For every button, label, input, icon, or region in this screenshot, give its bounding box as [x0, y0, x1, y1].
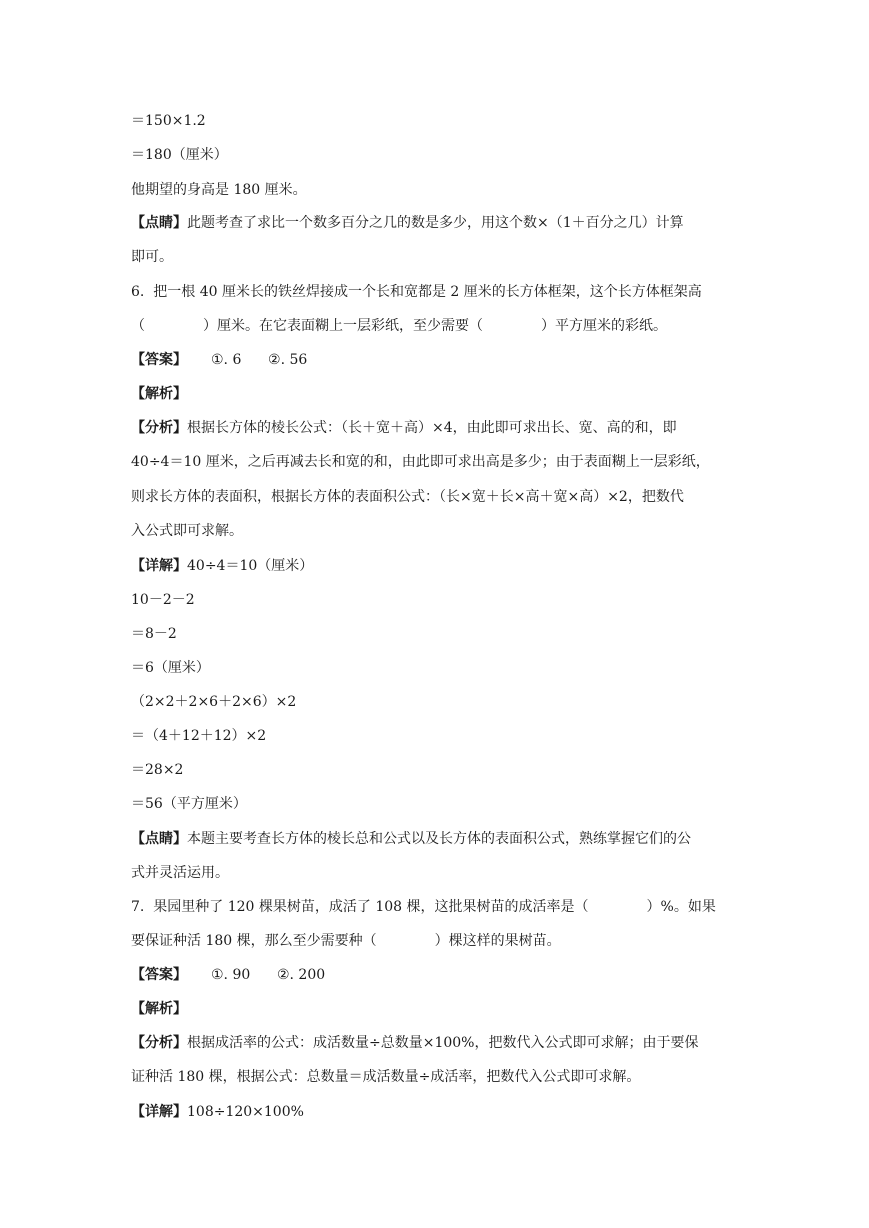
calc-line: ＝56（平方厘米）: [131, 796, 247, 812]
analysis-7-line2: 证种活 180 棵，根据公式：总数量＝成活数量÷成活率，把数代入公式即可求解。: [131, 1069, 641, 1085]
dianjing-text: 此题考查了求比一个数多百分之几的数是多少，用这个数×（1＋百分之几）计算: [187, 215, 684, 231]
detail-text: 108÷120×100%: [187, 1104, 304, 1120]
q7-text-end: ）%。如果: [646, 899, 716, 915]
analysis-6-line1: [131, 418, 677, 438]
jiexi-tag: 【解析】: [131, 386, 187, 402]
calc-line: （2×2＋2×6＋2×6）×2: [131, 694, 297, 710]
question-6-line1: 6. 把一根 40 厘米长的铁丝焊接成一个长和宽都是 2 厘米的长方体框架，这个长方体框架高: [131, 284, 702, 300]
calc-line: ＝6（厘米）: [131, 660, 210, 676]
detail-tag: 【详解】: [131, 1104, 187, 1120]
detail-6-line1: [131, 556, 313, 576]
question-6-line2: [131, 316, 667, 336]
analysis-6-line2: 40÷4＝10 厘米，之后再减去长和宽的和，由此即可求出高是多少；由于表面糊上一层彩纸，: [131, 454, 710, 470]
answer-value: ①. 90 ②. 200: [211, 967, 326, 983]
dianjing-6-line2: 式并灵活运用。: [131, 865, 229, 881]
dianjing-tag: 【点睛】: [131, 831, 187, 847]
detail-tag: 【详解】: [131, 558, 187, 574]
detail-text: 40÷4＝10（厘米）: [187, 558, 314, 574]
calc-line: ＝8－2: [131, 626, 177, 642]
jiexi-tag: 【解析】: [131, 1001, 187, 1017]
answer-tag: 【答案】: [131, 967, 187, 983]
analysis-tag: 【分析】: [131, 1035, 187, 1051]
analysis-text: 根据成活率的公式：成活数量÷总数量×100%，把数代入公式即可求解；由于要保: [187, 1035, 699, 1051]
calc-line: ＝28×2: [131, 762, 184, 778]
analysis-tag: 【分析】: [131, 420, 187, 436]
dianjing-text-cont: 即可。: [131, 249, 173, 265]
analysis-text: 根据长方体的棱长公式：（长＋宽＋高）×4，由此即可求出长、宽、高的和，即: [187, 420, 677, 436]
question-7-line2: [131, 931, 561, 951]
q6-end: ）平方厘米的彩纸。: [541, 318, 667, 334]
q7-text: 要保证种活 180 棵，那么至少需要种（: [131, 933, 377, 949]
q7-text-end: ）棵这样的果树苗。: [434, 933, 561, 949]
dianjing-6-line1: [131, 829, 691, 849]
q6-mid: ）厘米。在它表面糊上一层彩纸，至少需要（: [203, 318, 483, 334]
calc-line: 10－2－2: [131, 592, 195, 608]
calc-line: ＝150×1.2: [131, 113, 206, 129]
answer-value: ①. 6 ②. 56: [211, 352, 308, 368]
question-7-line1: [131, 897, 716, 917]
blank-open: （: [131, 318, 145, 334]
q7-text: 7. 果园里种了 120 棵果树苗，成活了 108 棵，这批果树苗的成活率是（: [131, 899, 589, 915]
answer-statement: 他期望的身高是 180 厘米。: [131, 182, 307, 198]
jiexi-6: [131, 384, 187, 404]
analysis-6-line4: 入公式即可求解。: [131, 523, 243, 539]
calc-line: ＝180（厘米）: [131, 147, 228, 163]
dianjing-text: 本题主要考查长方体的棱长总和公式以及长方体的表面积公式，熟练掌握它们的公: [187, 831, 691, 847]
detail-7-line1: [131, 1102, 304, 1122]
answer-tag: 【答案】: [131, 352, 187, 368]
analysis-6-line3: 则求长方体的表面积，根据长方体的表面积公式：（长×宽＋长×高＋宽×高）×2，把数代: [131, 489, 684, 505]
dianjing-5: [131, 213, 739, 233]
jiexi-7: [131, 999, 187, 1019]
dianjing-tag: 【点睛】: [131, 215, 187, 231]
answer-7: [131, 965, 325, 985]
analysis-7-line1: [131, 1033, 698, 1053]
answer-6: [131, 350, 307, 370]
calc-line: ＝（4＋12＋12）×2: [131, 728, 267, 744]
